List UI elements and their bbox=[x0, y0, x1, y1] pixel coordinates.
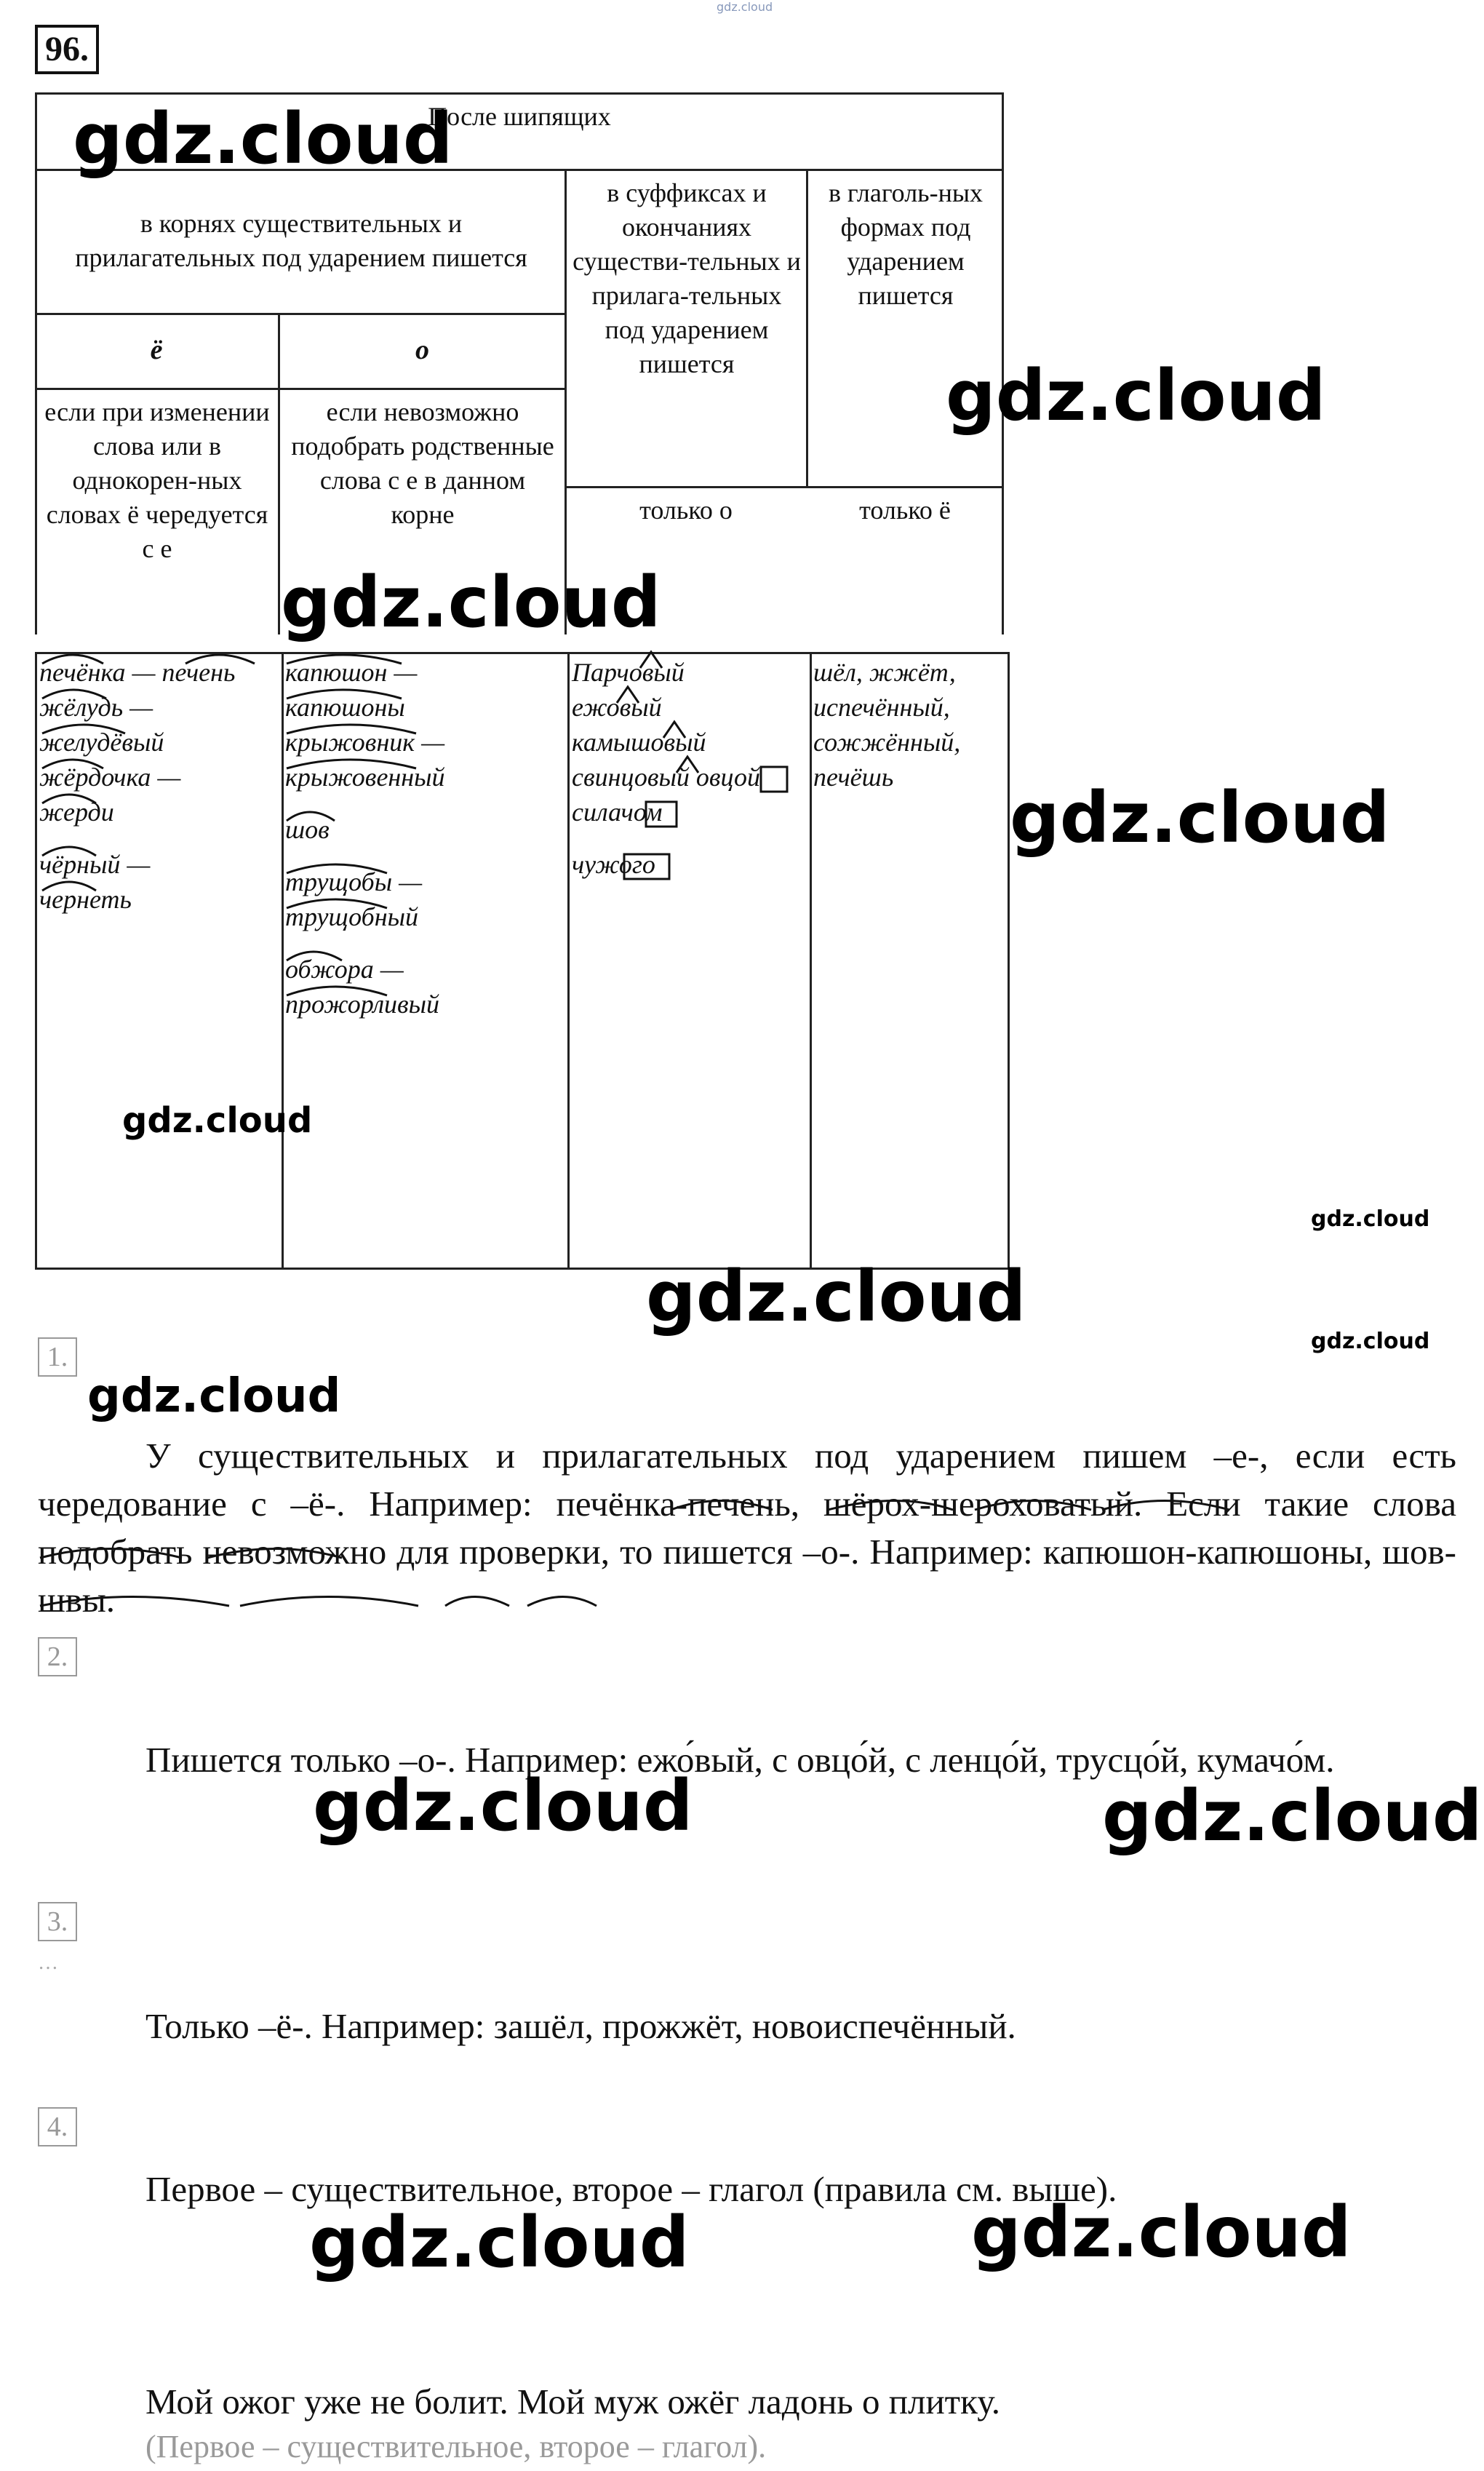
final-sentence: Мой ожог уже не болит. Мой муж ожёг ладонь о плитку. bbox=[145, 2382, 1001, 2422]
example-word: капюшон — bbox=[285, 658, 418, 687]
examples-yo bbox=[39, 655, 279, 917]
example-word: чернеть bbox=[39, 885, 132, 914]
example-word: крыжовенный bbox=[285, 763, 445, 792]
section-4-text: Первое – существительное, второе – глагол (правила см. выше). bbox=[145, 2169, 1117, 2209]
only-yo-label: только ё bbox=[859, 496, 951, 525]
example-word: сожжённый, bbox=[813, 728, 961, 757]
examples-suffix bbox=[572, 655, 807, 882]
header-verbs: в глаголь-ных формах под ударением пишется bbox=[828, 178, 984, 310]
example-word: свинцовый овцой bbox=[572, 763, 760, 792]
section-1-text: У существительных и прилагательных под ударением пишем –е-, если есть чередование с –ё-. Например: печёнка-печень, шёрох-шероховатый. Если такие слова подобрать невозможно для проверки, то пишется –о-. Например: капюшон-капюшоны, шов-швы. bbox=[38, 1436, 1456, 1620]
section-3-text: Только –ё-. Например: зашёл, прожжёт, новоиспечённый. bbox=[145, 2006, 1016, 2046]
ellipsis-mark: … bbox=[38, 1951, 58, 1974]
section-number: 1. bbox=[38, 1337, 77, 1377]
watermark: gdz.cloud bbox=[122, 1100, 313, 1141]
subheader-o: о bbox=[415, 335, 429, 365]
example-word: Парчовый bbox=[572, 658, 685, 687]
example-word: крыжовник — bbox=[285, 728, 445, 757]
header-suffixes: в суффиксах и окончаниях существи-тельных и прилага-тельных под ударением пишется bbox=[573, 178, 801, 378]
watermark: gdz.cloud bbox=[309, 2202, 690, 2283]
watermark: gdz.cloud bbox=[646, 1256, 1026, 1337]
example-word: чужого bbox=[572, 850, 655, 879]
section-number: 3. bbox=[38, 1902, 77, 1941]
watermark: gdz.cloud bbox=[1102, 1775, 1483, 1857]
example-word: жёлудь — bbox=[39, 693, 153, 722]
example-word: ежовый bbox=[572, 693, 662, 722]
table-title: После шипящих bbox=[428, 102, 611, 131]
example-word: капюшоны bbox=[285, 693, 405, 722]
watermark: gdz.cloud bbox=[1311, 1329, 1430, 1354]
example-word: чёрный — bbox=[39, 850, 151, 879]
watermark: gdz.cloud bbox=[313, 1765, 693, 1847]
watermark: gdz.cloud bbox=[971, 2192, 1352, 2273]
example-word: жерди bbox=[39, 797, 114, 827]
watermark: gdz.cloud bbox=[1010, 777, 1390, 859]
example-word: шов bbox=[285, 815, 330, 844]
watermark: gdz.cloud bbox=[73, 98, 453, 180]
example-word: желудёвый bbox=[39, 728, 164, 757]
condition-yo: если при изменении слова или в однокорен-ных словах ё чередуется с е bbox=[44, 397, 270, 563]
final-note: (Первое – существительное, второе – глагол). bbox=[145, 2429, 767, 2464]
section-number: 2. bbox=[38, 1637, 77, 1676]
subheader-yo: ё bbox=[150, 335, 163, 365]
example-word: силачом bbox=[572, 797, 663, 827]
example-word: шёл, жжёт, bbox=[813, 658, 956, 687]
watermark: gdz.cloud bbox=[87, 1369, 341, 1423]
exercise-number: 96. bbox=[35, 25, 99, 74]
example-word: жёрдочка — bbox=[39, 763, 181, 792]
section-number: 4. bbox=[38, 2107, 77, 2146]
example-word: трущобный bbox=[285, 902, 418, 931]
example-word: трущобы — bbox=[285, 867, 423, 896]
examples-o bbox=[285, 655, 565, 1022]
watermark: gdz.cloud bbox=[1311, 1206, 1430, 1232]
example-word: прожорливый bbox=[285, 990, 440, 1019]
example-word: испечённый, bbox=[813, 693, 950, 722]
example-word: камышовый bbox=[572, 728, 706, 757]
examples-verbs bbox=[813, 655, 1006, 795]
watermark: gdz.cloud bbox=[946, 355, 1326, 437]
example-word: печёнка — печень bbox=[39, 658, 236, 687]
only-o-label: только о bbox=[639, 496, 733, 525]
condition-o: если невозможно подобрать родственные слова с е в данном корне bbox=[291, 397, 554, 529]
top-watermark: gdz.cloud bbox=[717, 0, 773, 14]
example-word: обжора — bbox=[285, 955, 404, 984]
example-word: печёшь bbox=[813, 763, 894, 792]
watermark: gdz.cloud bbox=[281, 562, 661, 643]
header-roots: в корнях существительных и прилагательных под ударением пишется bbox=[75, 209, 527, 272]
section-2-text: Пишется только –о-. Например: ежо́вый, с овцо́й, с ленцо́й, трусцо́й, кумачо́м. bbox=[145, 1740, 1335, 1780]
